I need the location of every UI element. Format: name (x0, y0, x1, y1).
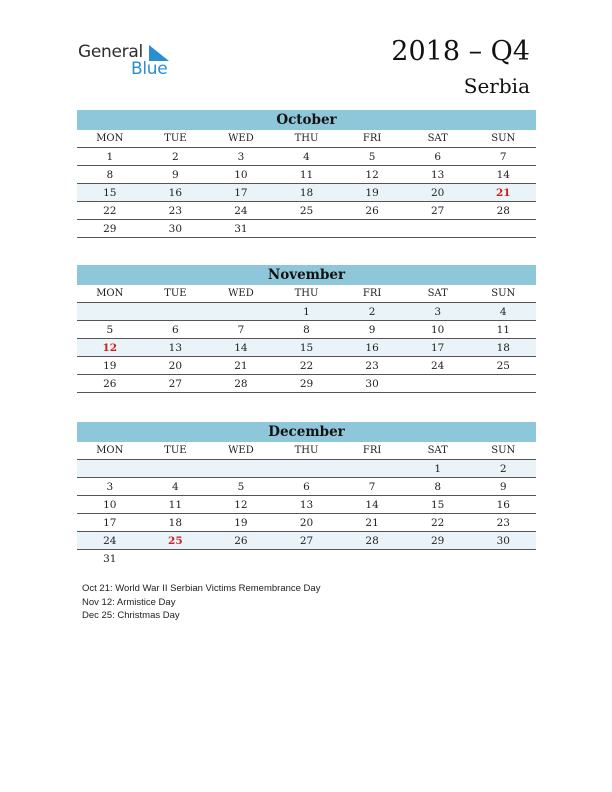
weekday-header-row (77, 285, 536, 303)
day-cell: 23 (168, 205, 183, 217)
day-cell: 24 (103, 535, 117, 547)
day-cell: 7 (237, 324, 245, 336)
day-cell: 12 (365, 169, 379, 181)
day-cell: 15 (103, 187, 117, 199)
week-row (77, 166, 536, 184)
weekday-label: SAT (427, 445, 448, 456)
weekday-label: WED (228, 133, 254, 144)
day-cell: 9 (499, 481, 507, 493)
weekday-label: SUN (491, 133, 516, 144)
page-title: 2018 – Q4 (391, 36, 530, 67)
day-cell: 2 (172, 151, 179, 163)
day-cell: 10 (234, 169, 248, 181)
day-cell (208, 303, 274, 320)
day-cell: 17 (430, 342, 445, 354)
day-cell (339, 550, 405, 568)
day-cell: 10 (430, 324, 445, 336)
weekday-label: TUE (164, 288, 187, 299)
day-cell: 25 (496, 360, 510, 372)
day-cell: 29 (430, 535, 445, 547)
day-cell: 4 (499, 306, 507, 318)
day-cell: 21 (234, 360, 248, 372)
logo (78, 42, 178, 82)
day-cell (274, 550, 340, 568)
day-cell (470, 220, 536, 237)
month-header: October (77, 110, 536, 130)
holiday-note: Nov 12: Armistice Day (82, 596, 176, 608)
day-cell (143, 303, 209, 320)
day-cell (208, 550, 274, 568)
day-cell: 2 (368, 306, 376, 318)
day-cell: 27 (299, 535, 314, 547)
week-row (77, 550, 536, 568)
holiday-notes (82, 582, 320, 623)
weekday-label: FRI (362, 445, 382, 456)
day-cell: 18 (496, 342, 510, 354)
day-cell: 5 (368, 151, 376, 163)
day-cell: 22 (103, 205, 117, 217)
week-row (77, 321, 536, 339)
week-row (77, 375, 536, 393)
day-cell: 13 (430, 169, 445, 181)
day-cell: 29 (103, 223, 117, 235)
weekday-label: MON (96, 445, 124, 456)
day-cell: 19 (234, 517, 248, 529)
day-cell: 24 (234, 205, 248, 217)
day-cell: 11 (168, 499, 183, 511)
day-cell: 20 (299, 517, 314, 529)
day-cell: 19 (103, 360, 117, 372)
day-cell: 17 (103, 517, 117, 529)
day-cell: 5 (237, 481, 245, 493)
day-cell: 23 (496, 517, 510, 529)
day-cell: 7 (368, 481, 376, 493)
weekday-label: WED (228, 288, 254, 299)
day-cell: 11 (496, 324, 510, 336)
week-row (77, 202, 536, 220)
day-cell (405, 550, 471, 568)
day-cell (339, 460, 405, 477)
day-cell: 6 (172, 324, 179, 336)
month-november (77, 265, 536, 393)
day-cell: 1 (106, 151, 114, 163)
logo-text-general: General (78, 42, 143, 62)
day-cell: 23 (365, 360, 379, 372)
day-cell (77, 460, 143, 477)
day-cell: 14 (496, 169, 510, 181)
week-row (77, 357, 536, 375)
weekday-label: FRI (362, 133, 382, 144)
weekday-label: SUN (491, 445, 516, 456)
week-row (77, 460, 536, 478)
day-cell: 24 (430, 360, 445, 372)
day-cell (405, 375, 471, 392)
day-cell: 28 (365, 535, 379, 547)
week-row (77, 478, 536, 496)
week-row (77, 220, 536, 238)
day-cell: 4 (303, 151, 310, 163)
day-cell: 8 (303, 324, 310, 336)
day-cell (274, 460, 340, 477)
day-cell: 19 (365, 187, 379, 199)
logo-text-blue: Blue (131, 59, 168, 79)
week-row (77, 303, 536, 321)
month-october (77, 110, 536, 238)
week-row (77, 496, 536, 514)
week-row (77, 148, 536, 166)
holiday-day-cell: 12 (102, 342, 118, 354)
day-cell: 22 (299, 360, 314, 372)
day-cell: 27 (168, 378, 183, 390)
day-cell: 8 (106, 169, 114, 181)
weekday-label: SUN (491, 288, 516, 299)
day-cell (208, 460, 274, 477)
day-cell: 14 (365, 499, 379, 511)
day-cell: 14 (234, 342, 248, 354)
day-cell: 15 (299, 342, 314, 354)
day-cell: 13 (168, 342, 183, 354)
day-cell: 12 (234, 499, 248, 511)
day-cell: 18 (299, 187, 314, 199)
holiday-note: Oct 21: World War II Serbian Victims Remembrance Day (82, 583, 321, 594)
day-cell (274, 220, 340, 237)
weekday-label: MON (96, 133, 124, 144)
week-row (77, 184, 536, 202)
weekday-label: SAT (427, 133, 448, 144)
day-cell: 31 (103, 553, 117, 565)
day-cell: 8 (434, 481, 442, 493)
day-cell: 5 (106, 324, 114, 336)
day-cell: 26 (234, 535, 248, 547)
day-cell: 26 (365, 205, 379, 217)
day-cell: 20 (430, 187, 445, 199)
month-header: December (77, 422, 536, 442)
week-row (77, 339, 536, 357)
day-cell: 29 (299, 378, 314, 390)
weekday-label: THU (294, 288, 319, 299)
day-cell (470, 550, 536, 568)
weekday-header-row (77, 130, 536, 148)
day-cell: 30 (168, 223, 183, 235)
weekday-label: TUE (164, 445, 187, 456)
day-cell (470, 375, 536, 392)
day-cell: 3 (106, 481, 114, 493)
holiday-note: Dec 25: Christmas Day (82, 610, 180, 622)
day-cell: 9 (368, 324, 376, 336)
day-cell: 7 (499, 151, 507, 163)
day-cell (405, 220, 471, 237)
weekday-header-row (77, 442, 536, 460)
day-cell: 11 (299, 169, 314, 181)
day-cell: 13 (299, 499, 314, 511)
weekday-label: THU (294, 133, 319, 144)
day-cell: 30 (496, 535, 510, 547)
day-cell: 9 (172, 169, 179, 181)
day-cell: 15 (430, 499, 445, 511)
day-cell: 28 (496, 205, 510, 217)
day-cell: 1 (303, 306, 310, 318)
day-cell: 31 (234, 223, 248, 235)
weekday-label: TUE (164, 133, 187, 144)
month-december (77, 422, 536, 568)
weekday-label: SAT (427, 288, 448, 299)
weekday-label: MON (96, 288, 124, 299)
day-cell: 10 (103, 499, 117, 511)
day-cell: 18 (168, 517, 183, 529)
day-cell (339, 220, 405, 237)
day-cell: 21 (365, 517, 379, 529)
day-cell: 30 (365, 378, 379, 390)
day-cell: 16 (168, 187, 183, 199)
weekday-label: THU (294, 445, 319, 456)
day-cell: 26 (103, 378, 117, 390)
day-cell: 2 (499, 463, 507, 475)
day-cell: 6 (434, 151, 442, 163)
country-name: Serbia (463, 74, 530, 98)
day-cell (143, 460, 209, 477)
day-cell: 17 (234, 187, 248, 199)
day-cell: 16 (496, 499, 510, 511)
day-cell: 22 (430, 517, 445, 529)
weekday-label: WED (228, 445, 254, 456)
day-cell: 16 (365, 342, 379, 354)
day-cell: 28 (234, 378, 248, 390)
day-cell: 1 (434, 463, 442, 475)
day-cell: 27 (430, 205, 445, 217)
day-cell: 20 (168, 360, 183, 372)
month-header: November (77, 265, 536, 285)
day-cell (77, 303, 143, 320)
day-cell: 3 (237, 151, 245, 163)
weekday-label: FRI (362, 288, 382, 299)
day-cell: 4 (172, 481, 179, 493)
week-row (77, 514, 536, 532)
day-cell: 3 (434, 306, 442, 318)
day-cell: 25 (299, 205, 314, 217)
holiday-day-cell: 25 (168, 535, 183, 547)
day-cell: 6 (303, 481, 310, 493)
holiday-day-cell: 21 (495, 187, 511, 199)
week-row (77, 532, 536, 550)
day-cell (143, 550, 209, 568)
